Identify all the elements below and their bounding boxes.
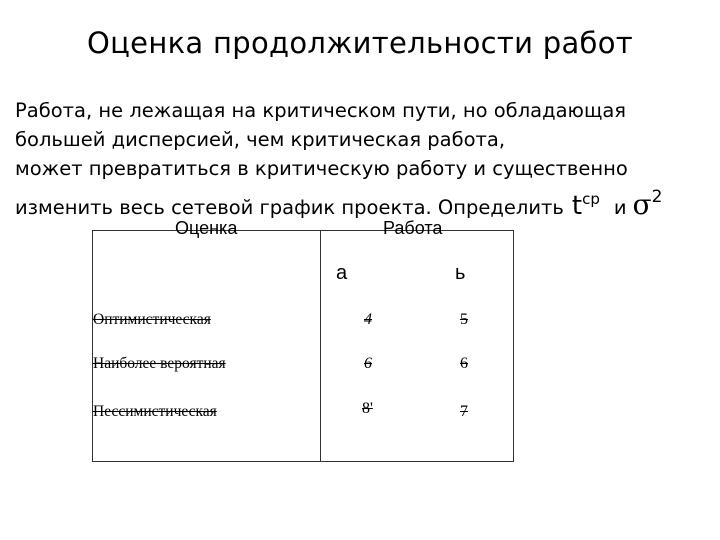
- cell-pessimistic-b: 7: [460, 403, 468, 420]
- and-word: и: [613, 196, 627, 219]
- paragraph-line-2: большей дисперсией, чем критическая работа,: [15, 128, 506, 151]
- estimates-table-frame: [92, 230, 514, 462]
- sigma-symbol: σ: [632, 188, 652, 221]
- cell-most-likely-b: 6: [460, 355, 468, 372]
- table-header-work: Работа: [383, 218, 443, 238]
- sigma-superscript: 2: [651, 187, 663, 207]
- paragraph-line-3: может превратиться в критическую работу и существенно: [15, 157, 628, 180]
- paragraph-line-4-text: изменить весь сетевой график проекта. Определить: [15, 196, 564, 219]
- row-label-pessimistic: Пессимистическая: [93, 403, 217, 420]
- column-header-b: ь: [455, 262, 466, 284]
- slide-title: Оценка продолжительности работ: [87, 26, 633, 60]
- cell-most-likely-a: 6: [364, 355, 372, 372]
- paragraph-line-1: Работа, не лежащая на критическом пути, но обладающая: [15, 99, 627, 122]
- paragraph-line-4: [15, 183, 715, 222]
- description-paragraph: [15, 96, 715, 222]
- table-header-estimate: Оценка: [175, 218, 238, 238]
- table-column-divider: [320, 230, 321, 462]
- t-symbol: t: [571, 191, 583, 221]
- cell-optimistic-a: 4: [364, 311, 372, 328]
- cell-pessimistic-a: 8': [362, 400, 373, 417]
- cell-optimistic-b: 5: [460, 311, 468, 328]
- row-label-optimistic: Оптимистическая: [93, 311, 211, 328]
- t-superscript: ср: [582, 190, 600, 208]
- row-label-most-likely: Наиболее вероятная: [93, 355, 226, 372]
- column-header-a: а: [336, 262, 348, 284]
